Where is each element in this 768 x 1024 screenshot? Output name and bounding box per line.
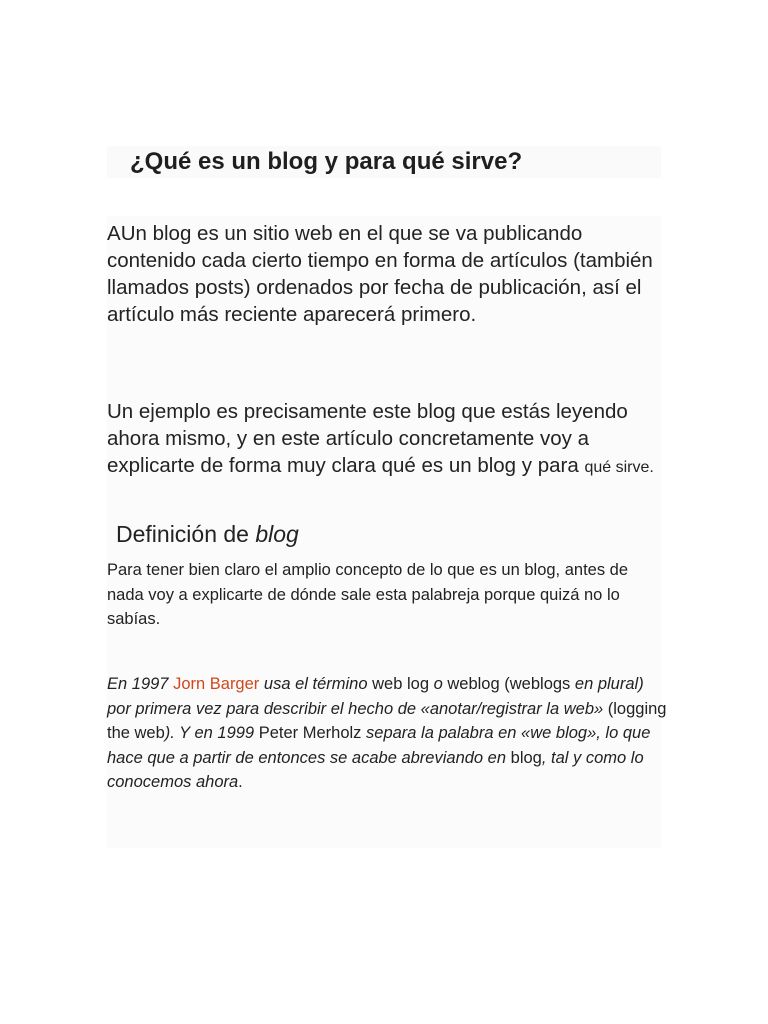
example-text: Un ejemplo es precisamente este blog que estás leyendo ahora mismo, y en este artículo concretamente voy a explicarte de forma muy clara qué es un blog y para	[107, 400, 628, 477]
definition-heading	[116, 521, 299, 548]
page-title: ¿Qué es un blog y para qué sirve?	[130, 148, 523, 175]
history-s12: blog	[510, 748, 542, 767]
definition-paragraph: Para tener bien claro el amplio concepto de lo que es un blog, antes de nada voy a explicarte de dónde sale esta palabreja porque quizá no lo sabías.	[107, 561, 629, 628]
history-s7: en plural) por primera vez para describir el hecho de «anotar/registrar la web»	[107, 675, 644, 718]
history-s3: web log	[372, 675, 429, 693]
history-s2: usa el término	[263, 675, 368, 693]
history-s11: separa la palabra en «we blog», lo que hace que a partir de entonces se acabe abreviando en	[107, 724, 651, 767]
definition-heading-italic: blog	[255, 521, 299, 547]
jorn-barger-link[interactable]: Jorn Barger	[173, 675, 260, 693]
intro-lead-char: A	[107, 222, 121, 245]
history-s9: ). Y en 1999	[164, 724, 255, 742]
history-s6: (weblogs	[504, 675, 571, 693]
history-s1: En 1997	[107, 675, 169, 693]
history-s8: (logging the web	[107, 699, 667, 742]
example-text-small: qué sirve.	[584, 459, 654, 476]
definition-heading-prefix: Definición de	[116, 521, 249, 547]
history-s14: .	[238, 773, 243, 791]
intro-paragraph	[107, 220, 655, 328]
history-s4: o	[433, 675, 443, 693]
intro-text: Un blog es un sitio web en el que se va publicando contenido cada cierto tiempo en forma de artículos (también llamados posts) ordenados por fecha de publicación, así el artículo más reciente aparecerá primero.	[107, 222, 653, 326]
history-s5: weblog	[447, 675, 500, 693]
history-paragraph	[107, 672, 667, 795]
history-s10: Peter Merholz	[258, 724, 362, 742]
history-s13: , tal y como lo conocemos ahora	[107, 748, 644, 791]
example-paragraph	[107, 398, 655, 481]
